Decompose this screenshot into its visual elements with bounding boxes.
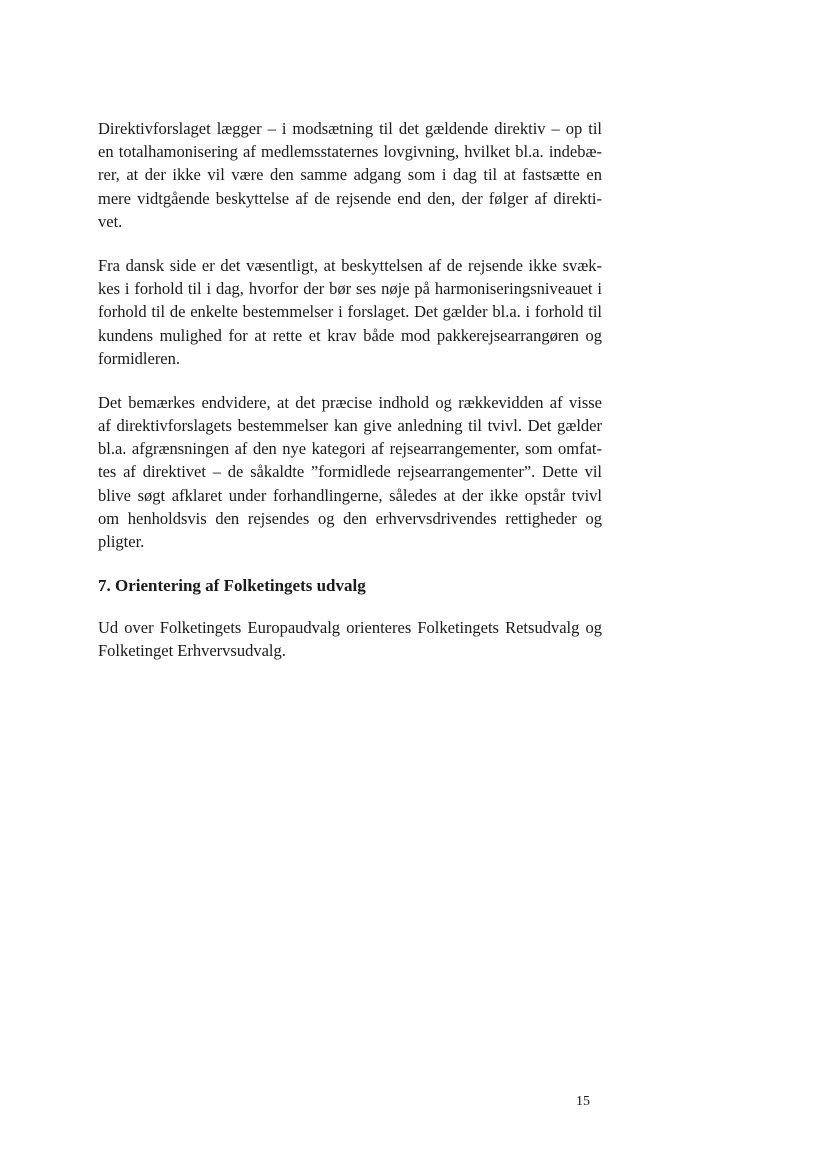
text-line: om henholdsvis den rejsendes og den erhvervsdrivendes rettigheder og (98, 508, 602, 528)
page-number: 15 (576, 1094, 590, 1109)
text-line: kes i forhold til i dag, hvorfor der bør ses nøje på harmoniseringsniveauet i (98, 279, 602, 299)
text-line: forhold til de enkelte bestemmelser i forslaget. Det gælder bl.a. i forhold til (98, 302, 602, 322)
text-line: Folketinget Erhvervsudvalg. (98, 641, 286, 661)
text-line: blive søgt afklaret under forhandlingerne, således at der ikke opstår tvivl (98, 485, 602, 505)
paragraph-harmonisation (98, 117, 602, 233)
text-line: Det bemærkes endvidere, at det præcise indhold og rækkevidden af visse (98, 392, 602, 412)
text-line: Ud over Folketingets Europaudvalg orienteres Folketingets Retsudvalg og (98, 618, 602, 638)
paragraph-committee-orientation (98, 616, 602, 662)
text-line: Fra dansk side er det væsentligt, at beskyttelsen af de rejsende ikke svæk- (98, 255, 602, 275)
text-line: formidleren. (98, 348, 181, 368)
text-line: Direktivforslaget lægger – i modsætning til det gældende direktiv – op til (98, 119, 602, 138)
text-line: en totalhamonisering af medlemsstaternes lovgivning, hvilket bl.a. indebæ- (98, 142, 602, 162)
section-heading: 7. Orientering af Folketingets udvalg (98, 576, 366, 596)
paragraph-clarification (98, 391, 602, 553)
text-line: rer, at der ikke vil være den samme adgang som i dag til at fastsætte en (98, 165, 602, 185)
text-line: vet. (98, 211, 123, 231)
text-line: tes af direktivet – de såkaldte ”formidlede rejsearrangementer”. Dette vil (98, 462, 602, 482)
text-line: bl.a. afgrænsningen af den nye kategori af rejsearrangementer, som omfat- (98, 439, 602, 459)
paragraph-danish-position (98, 254, 602, 370)
text-line: kundens mulighed for at rette et krav både mod pakkerejsearrangøren og (98, 325, 602, 345)
text-line: pligter. (98, 532, 145, 551)
text-line: mere vidtgående beskyttelse af de rejsende end den, der følger af direkti- (98, 188, 602, 208)
document-body (98, 117, 602, 684)
text-line: af direktivforslagets bestemmelser kan give anledning til tvivl. Det gælder (98, 416, 602, 436)
